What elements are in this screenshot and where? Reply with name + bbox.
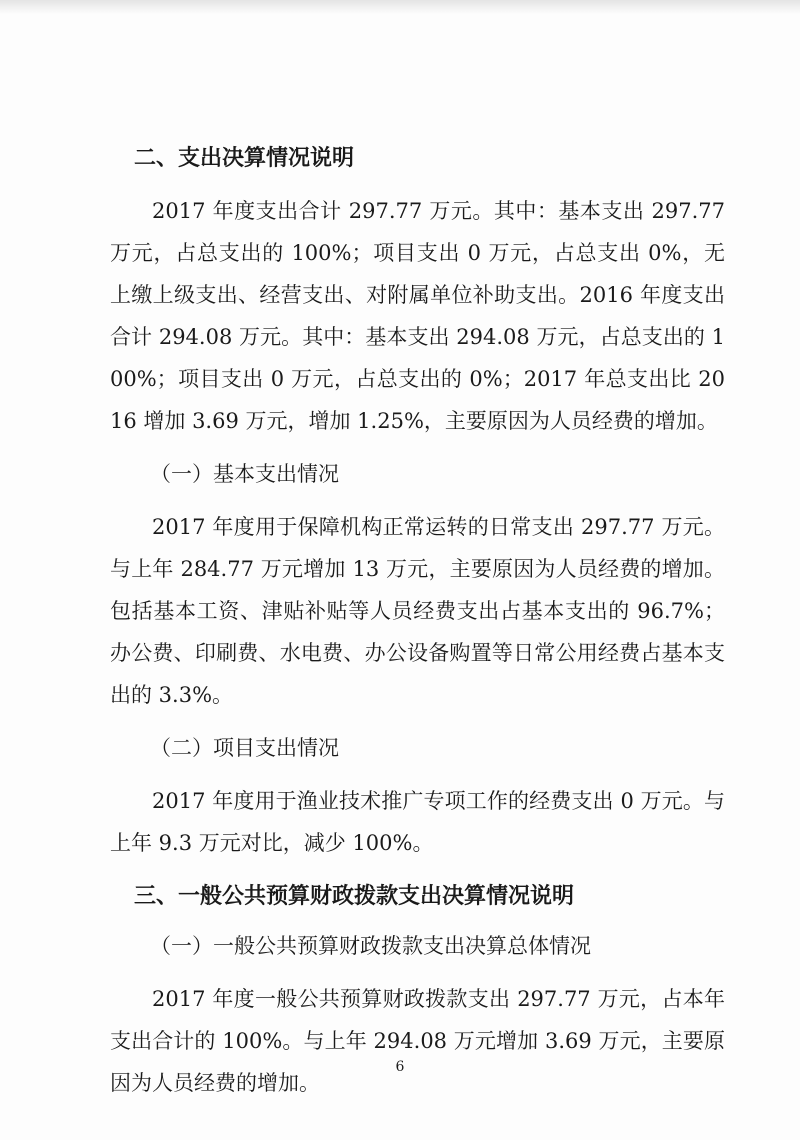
subheading-project-expenditure: （二）项目支出情况 xyxy=(150,736,339,760)
section-heading-expenditure: 二、支出决算情况说明 xyxy=(134,145,355,171)
paragraph-basic-expenditure: 2017 年度用于保障机构正常运转的日常支出 297.77 万元。与上年 284.77 万元增加 13 万元，主要原因为人员经费的增加。包括基本工资、津贴补贴等人员经费支出占基本支出的 96.7%；办公费、印刷费、水电费、办公设备购置等日常公用经费占基本支出的 3.3%。 xyxy=(110,515,725,707)
paragraph-project-expenditure: 2017 年度用于渔业技术推广专项工作的经费支出 0 万元。与上年 9.3 万元对比，减少 100%。 xyxy=(110,789,725,855)
subheading-public-budget-overall: （一）一般公共预算财政拨款支出决算总体情况 xyxy=(150,934,591,958)
section-heading-public-budget: 三、一般公共预算财政拨款支出决算情况说明 xyxy=(134,883,575,909)
subheading-basic-expenditure: （一）基本支出情况 xyxy=(150,462,339,486)
page-number: 6 xyxy=(395,1059,405,1075)
scan-top-edge xyxy=(0,0,800,14)
paragraph-expenditure-summary: 2017 年度支出合计 297.77 万元。其中：基本支出 297.77 万元，占总支出的 100%；项目支出 0 万元，占总支出 0%，无上缴上级支出、经营支出、对附属单位补助支出。2016 年度支出合计 294.08 万元。其中：基本支出 294.08 万元，占总支出的 100%；项目支出 0 万元，占总支出的 0%；2017 年总支出比 2016 增加 3.69 万元，增加 1.25%，主要原因为人员经费的增加。 xyxy=(110,199,725,433)
document-page xyxy=(110,140,725,1118)
paragraph-public-budget-overall: 2017 年度一般公共预算财政拨款支出 297.77 万元，占本年支出合计的 100%。与上年 294.08 万元增加 3.69 万元，主要原因为人员经费的增加。 xyxy=(110,987,725,1095)
